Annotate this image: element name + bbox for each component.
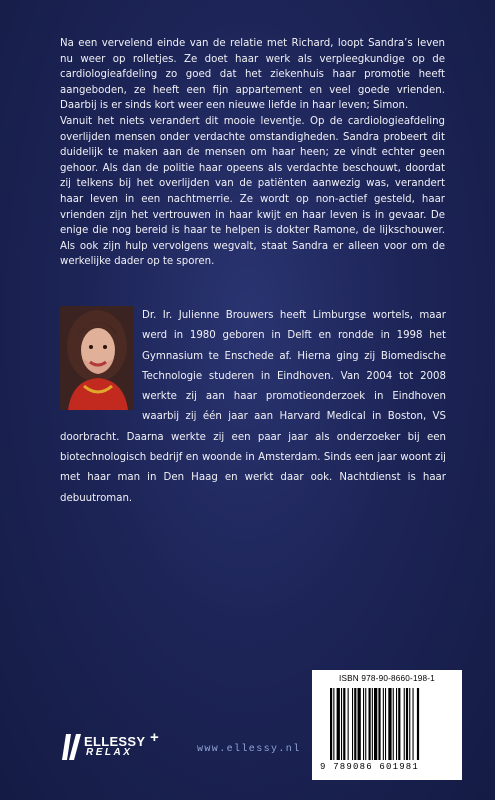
author-photo bbox=[60, 306, 134, 410]
back-cover-blurb bbox=[60, 36, 445, 270]
blurb-paragraph: Vanuit het niets verandert dit mooie leventje. Op de cardiologieafdeling overlijden mensen onder verdachte omstandigheden. Sandra probeert dit duidelijk te maken aan de mensen om haar heen; ze vindt echter geen gehoor. Als dan de politie haar opeens als verdachte beschouwt, doordat zij telkens bij het overlijden van de patiënten aanwezig was, verandert haar leven in een nachtmerrie. Ze wordt op non-actief gesteld, haar vrienden zijn het vertrouwen in haar kwijt en haar leven is in gevaar. De enige die nog bereid is haar te helpen is dokter Ramone, de lijkschouwer. Als ook zijn hulp vervolgens wegvalt, staat Sandra er alleen voor om de werkelijke dader op te sporen. bbox=[60, 115, 445, 268]
barcode-bars bbox=[330, 688, 444, 760]
publisher-logo-imprint: RELAX bbox=[86, 747, 133, 758]
publisher-logo-plus: + bbox=[150, 729, 159, 746]
blurb-paragraph: Na een vervelend einde van de relatie met Richard, loopt Sandra’s leven nu weer op rolletjes. Ze doet haar werk als verpleegkundige op de cardiologieafdeling zo goed dat het ziekenhuis haar promotie heeft aangeboden, ze heeft een fijn appartement en veel goede vrienden. Daarbij is er sinds kort weer een nieuwe liefde in haar leven; Simon. bbox=[60, 38, 445, 112]
isbn-barcode bbox=[312, 670, 462, 780]
publisher-logo bbox=[60, 729, 164, 762]
publisher-logo-icon bbox=[60, 732, 84, 762]
publisher-website: www.ellessy.nl bbox=[197, 744, 301, 755]
publisher-logo-name: ELLESSY bbox=[84, 734, 146, 749]
author-bio-text: Dr. Ir. Julienne Brouwers heeft Limburgse wortels, maar werd in 1980 geboren in Delft en rondde in 1998 het Gymnasium te Enschede af. Hierna ging zij Biomedische Technologie studeren in Eindhoven. Van 2004 tot 2008 werkte zij aan haar promotieonderzoek in Eindhoven waarbij zij één jaar aan Harvard Medical in Boston, VS doorbracht. Daarna werkte zij een paar jaar als onderzoeker bij een biotechnologisch bedrijf en woonde in Amsterdam. Sinds een jaar woont zij met haar man in Den Haag en werkt daar ook. Nachtdienst is haar debuutroman. bbox=[60, 310, 446, 504]
barcode-digits: 9 789086 601981 bbox=[320, 762, 420, 772]
isbn-number: ISBN 978-90-8660-198-1 bbox=[339, 674, 435, 683]
